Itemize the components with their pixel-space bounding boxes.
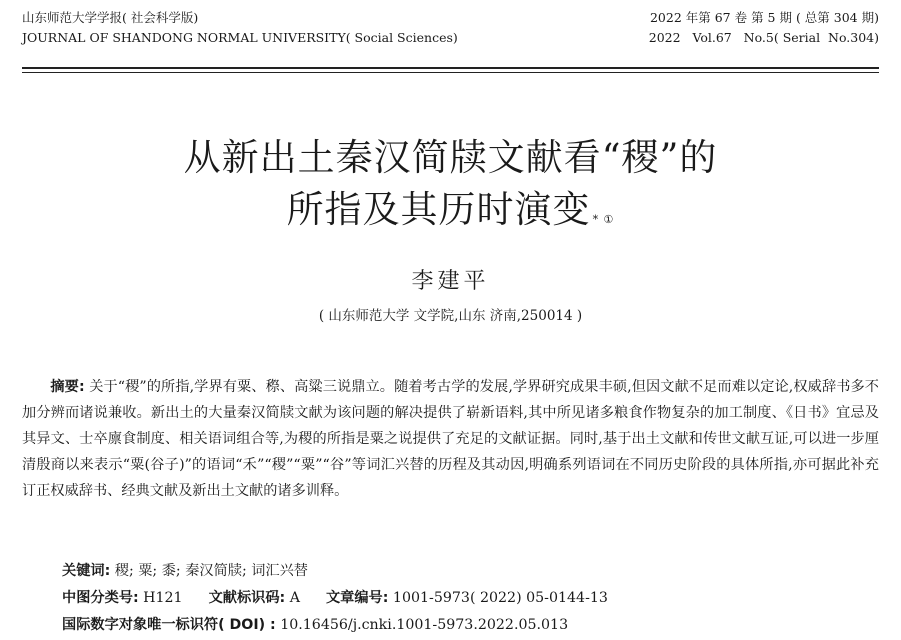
keywords-text: 稷; 粟; 黍; 秦汉简牍; 词汇兴替 [110,563,308,579]
issue-info-en: 2022 Vol.67 No.5( Serial No.304) [648,30,879,45]
abstract-text: 关于“稷”的所指,学界有粟、穄、高粱三说鼎立。随着考古学的发展,学界研究成果丰硕,但因文献不足而难以定论,权威辞书多不加分辨而诸说兼收。新出土的大量秦汉简牍文献为该问题的解决提供了崭新语料,其中所见诸多粮食作物复杂的加工制度、《日书》宜忌及其异文、士卒廪食制度、相关语词组合等,为稷的所指是粟之说提供了充足的文献证据。同时,基于出土文献和传世文献互证,可以进一步厘清殷商以来表示“粟(谷子)”的语词“禾”“稷”“粟”“谷”等词汇兴替的历程及其动因,明确系列语词在不同历史阶段的具体所指,亦可据此补充订正权威辞书、经典文献及新出土文献的诸多训释。 [22,379,879,499]
abstract [22,374,879,504]
running-header [22,8,879,48]
header-rule-thin [22,72,879,73]
doi-value[interactable]: 10.16456/j.cnki.1001-5973.2022.05.013 [275,617,569,633]
keywords [62,558,879,584]
title-line-2: 所指及其历时演变 [286,188,591,231]
article-number-value: 1001-5973( 2022) 05-0144-13 [388,590,608,606]
journal-name-en: JOURNAL OF SHANDONG NORMAL UNIVERSITY( Social Sciences) [22,30,458,45]
abstract-label: 摘要: [50,379,85,395]
author-affiliation: ( 山东师范大学 文学院,山东 济南,250014 ) [318,308,583,324]
title-footnote-mark[interactable]: * ① [592,213,615,226]
clc-label: 中图分类号: [62,590,139,606]
classification-line [62,585,879,611]
journal-name-cn: 山东师范大学学报( 社会科学版) [22,10,199,25]
author-name: 李建平 [411,269,490,294]
doc-code-label: 文献标识码: [208,590,286,606]
doi-line [62,612,879,638]
doc-code-value: A [285,590,300,606]
clc-value: H121 [138,590,183,606]
header-rule-thick [22,67,879,69]
keywords-label: 关键词: [62,563,111,579]
issue-info-cn: 2022 年第 67 卷 第 5 期 ( 总第 304 期) [649,10,879,25]
article-number-label: 文章编号: [325,590,389,606]
article-title [0,132,901,236]
title-line-1: 从新出土秦汉简牍文献看“稷”的 [183,136,718,179]
doi-label: 国际数字对象唯一标识符( DOI) : [62,617,276,633]
